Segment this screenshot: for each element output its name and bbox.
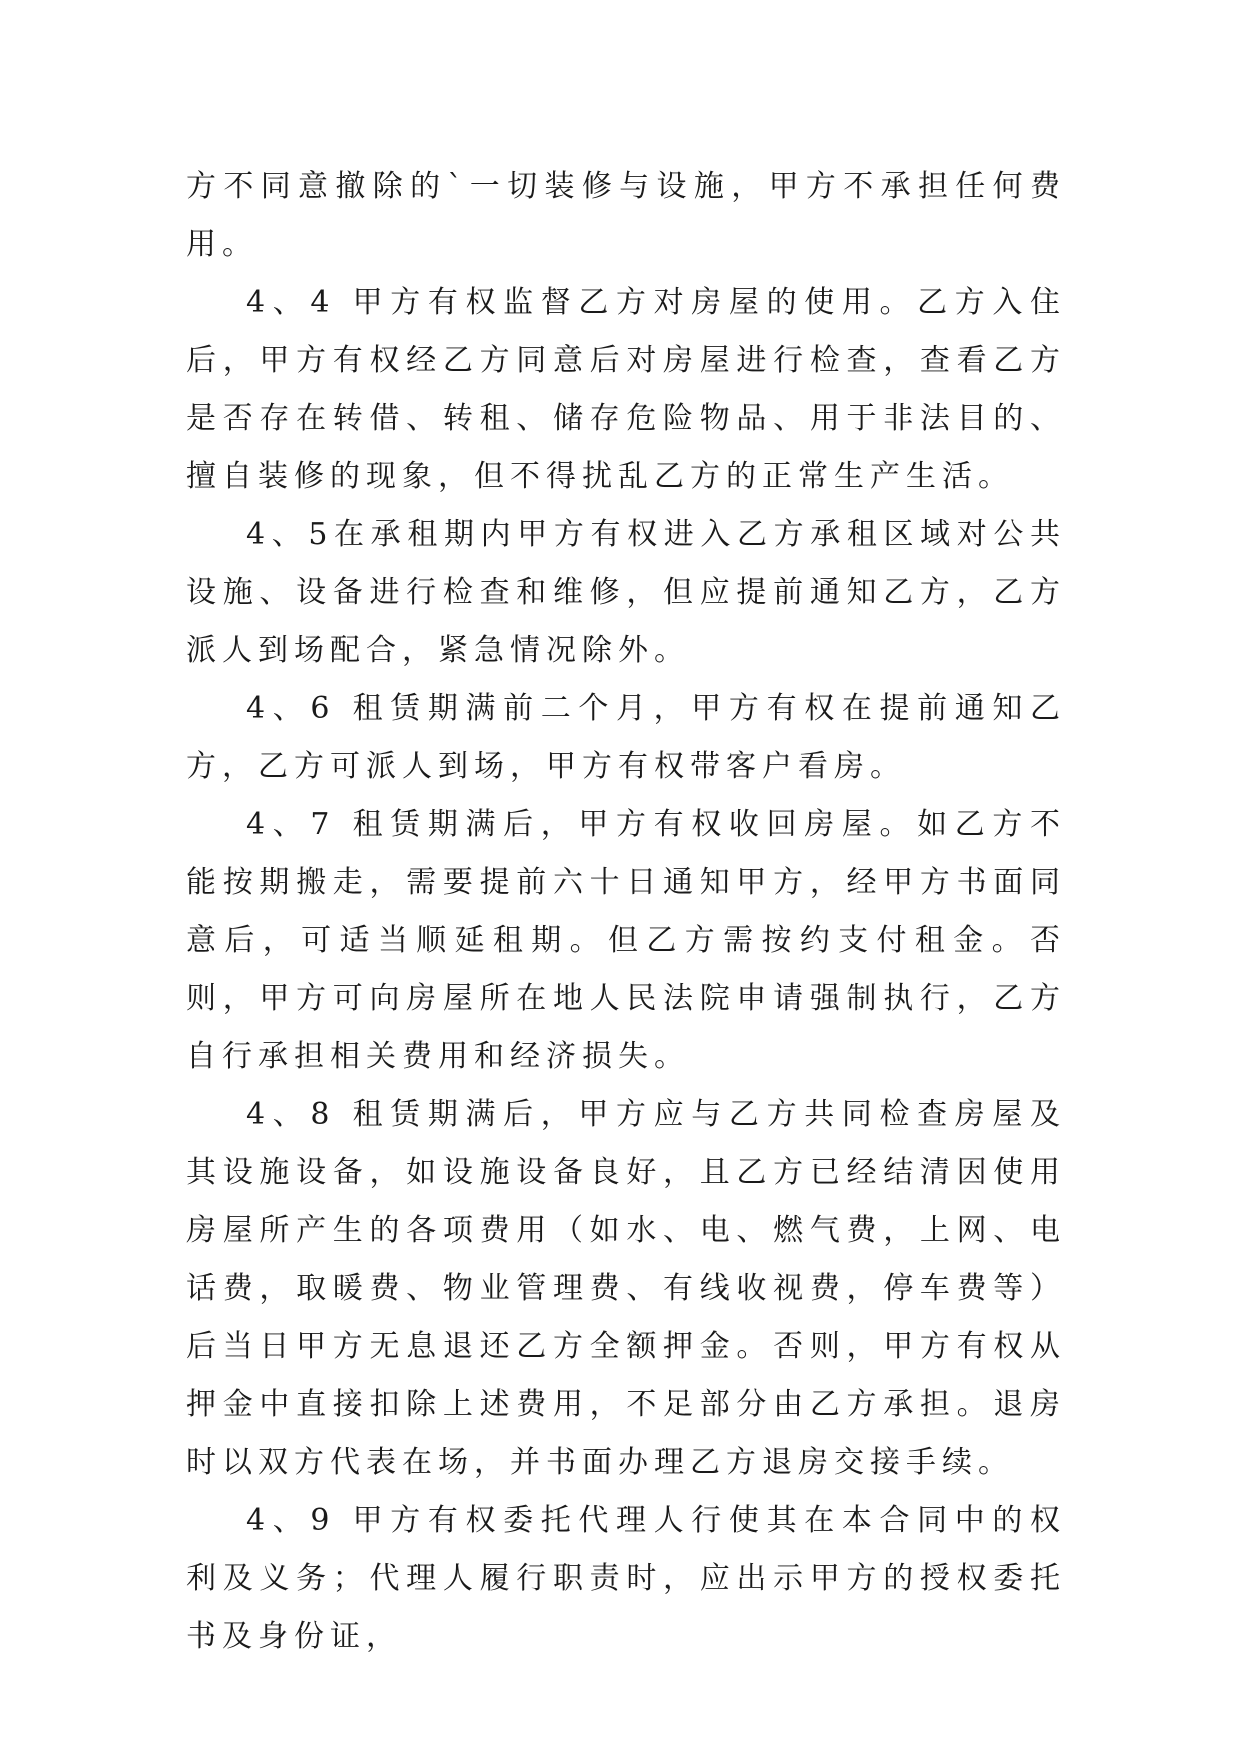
paragraph-clause-4-4: 4、4 甲方有权监督乙方对房屋的使用。乙方入住后，甲方有权经乙方同意后对房屋进行检查，查看乙方是否存在转借、转租、储存危险物品、用于非法目的、擅自装修的现象，但不得扰乱乙方的正常生产生活。 bbox=[186, 285, 1066, 494]
paragraph-clause-4-9: 4、9 甲方有权委托代理人行使其在本合同中的权利及义务；代理人履行职责时，应出示甲方的授权委托书及身份证， bbox=[186, 1503, 1066, 1654]
paragraph-clause-4-8: 4、8 租赁期满后，甲方应与乙方共同检查房屋及其设施设备，如设施设备良好，且乙方已经结清因使用房屋所产生的各项费用（如水、电、燃气费，上网、电话费，取暖费、物业管理费、有线收视费，停车费等）后当日甲方无息退还乙方全额押金。否则，甲方有权从押金中直接扣除上述费用，不足部分由乙方承担。退房时以双方代表在场，并书面办理乙方退房交接手续。 bbox=[186, 1097, 1066, 1480]
paragraph-clause-4-6: 4、6 租赁期满前二个月，甲方有权在提前通知乙方，乙方可派人到场，甲方有权带客户看房。 bbox=[186, 691, 1066, 784]
paragraph-clause-4-7: 4、7 租赁期满后，甲方有权收回房屋。如乙方不能按期搬走，需要提前六十日通知甲方，经甲方书面同意后，可适当顺延租期。但乙方需按约支付租金。否则，甲方可向房屋所在地人民法院申请强制执行，乙方自行承担相关费用和经济损失。 bbox=[186, 807, 1066, 1074]
paragraph-continuation: 方不同意撤除的`一切装修与设施，甲方不承担任何费用。 bbox=[186, 169, 1066, 262]
document-body bbox=[186, 158, 1066, 1666]
paragraph-clause-4-5: 4、5在承租期内甲方有权进入乙方承租区域对公共设施、设备进行检查和维修，但应提前通知乙方，乙方派人到场配合，紧急情况除外。 bbox=[186, 517, 1066, 668]
